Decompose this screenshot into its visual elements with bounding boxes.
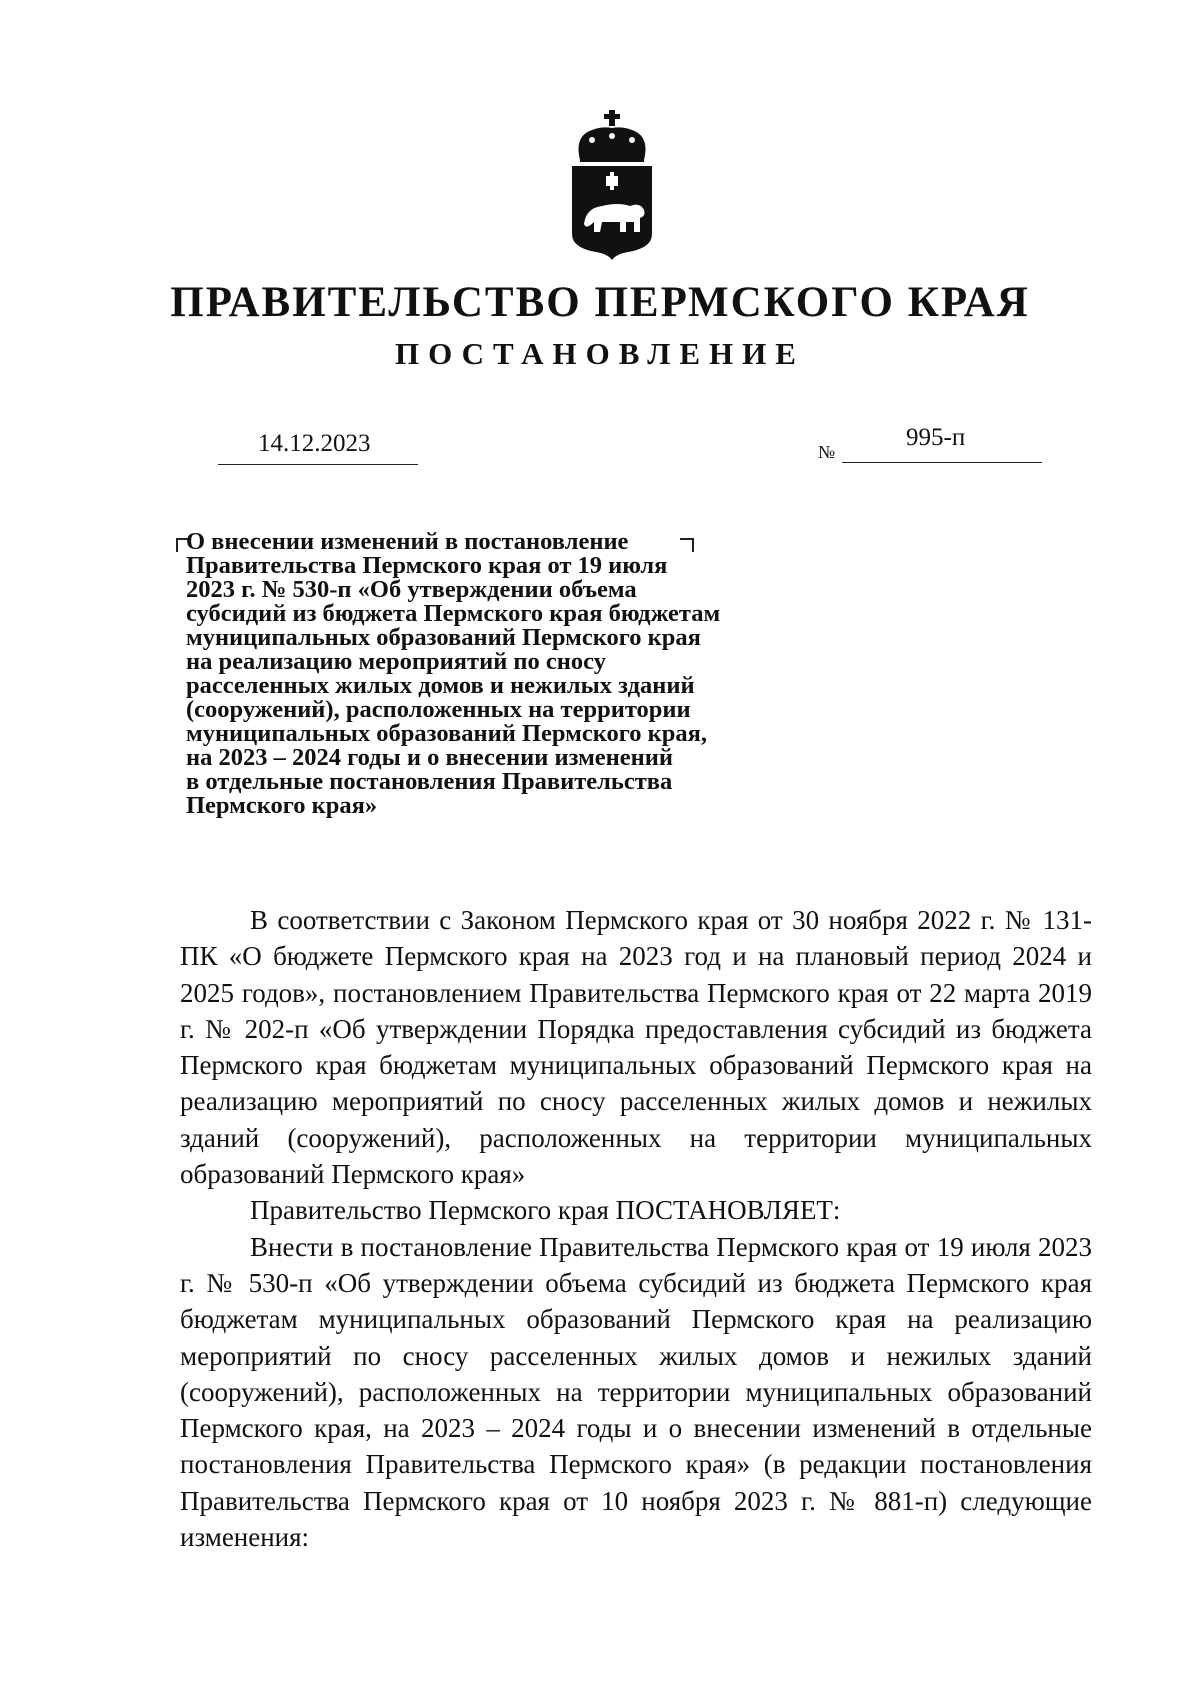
number-field [842, 424, 1042, 463]
body-paragraph-amendment: Внести в постановление Правительства Пермского края от 19 июля 2023 г. № 530-п «Об утверждении объема субсидий из бюджета Пермского края бюджетам муниципальных образований Пермского края на реализацию мероприятий по сносу расселенных жилых домов и нежилых зданий (сооружений), расположенных на территории муниципальных образований Пермского края, на 2023 – 2024 годы и о внесении изменений в отдельные постановления Правительства Пермского края» (в редакции постановления Правительства Пермского края от 10 ноября 2023 г. № 881-п) следующие изменения: [180, 1231, 1092, 1553]
date-field [218, 428, 418, 465]
subject-line: на 2023 – 2024 годы и о внесении изменений [186, 744, 673, 771]
subject-line: муниципальных образований Пермского края [186, 624, 701, 651]
document-date: 14.12.2023 [258, 430, 371, 457]
subject-line: 2023 г. № 530-п «Об утверждении объема [186, 576, 637, 603]
document-number: 995-п [906, 424, 966, 451]
subject-line: (сооружений), расположенных на территории [186, 696, 691, 723]
subject-line: субсидий из бюджета Пермского края бюджетам [186, 600, 721, 627]
number-sign: № [818, 442, 836, 462]
subject-line: Правительства Пермского края от 19 июля [186, 552, 668, 579]
decree-statement: Правительство Пермского края ПОСТАНОВЛЯЕТ: [250, 1195, 841, 1226]
document-body [180, 902, 1092, 1555]
subject-line: Пермского края» [186, 792, 378, 819]
subject-line: на реализацию мероприятий по сносу [186, 648, 606, 675]
document-type: ПОСТАНОВЛЕНИЕ [395, 336, 805, 371]
perm-krai-coat-of-arms-icon [566, 110, 658, 260]
document-subject [186, 530, 826, 818]
subject-line: О внесении изменений в постановление [186, 528, 629, 555]
body-paragraph-legal-basis: В соответствии с Законом Пермского края от 30 ноября 2022 г. № 131-ПК «О бюджете Пермского края на 2023 год и на плановый период 2024 и 2025 годов», постановлением Правительства Пермского края от 22 марта 2019 г. № 202-п «Об утверждении Порядка предоставления субсидий из бюджета Пермского края бюджетам муниципальных образований Пермского края на реализацию мероприятий по сносу расселенных жилых домов и нежилых зданий (сооружений), расположенных на территории муниципальных образований Пермского края» [180, 905, 1092, 1190]
government-name: ПРАВИТЕЛЬСТВО ПЕРМСКОГО КРАЯ [170, 279, 1030, 326]
subject-line: в отдельные постановления Правительства [186, 768, 673, 795]
subject-line: муниципальных образований Пермского края, [186, 720, 708, 747]
subject-line: расселенных жилых домов и нежилых зданий [186, 672, 695, 699]
